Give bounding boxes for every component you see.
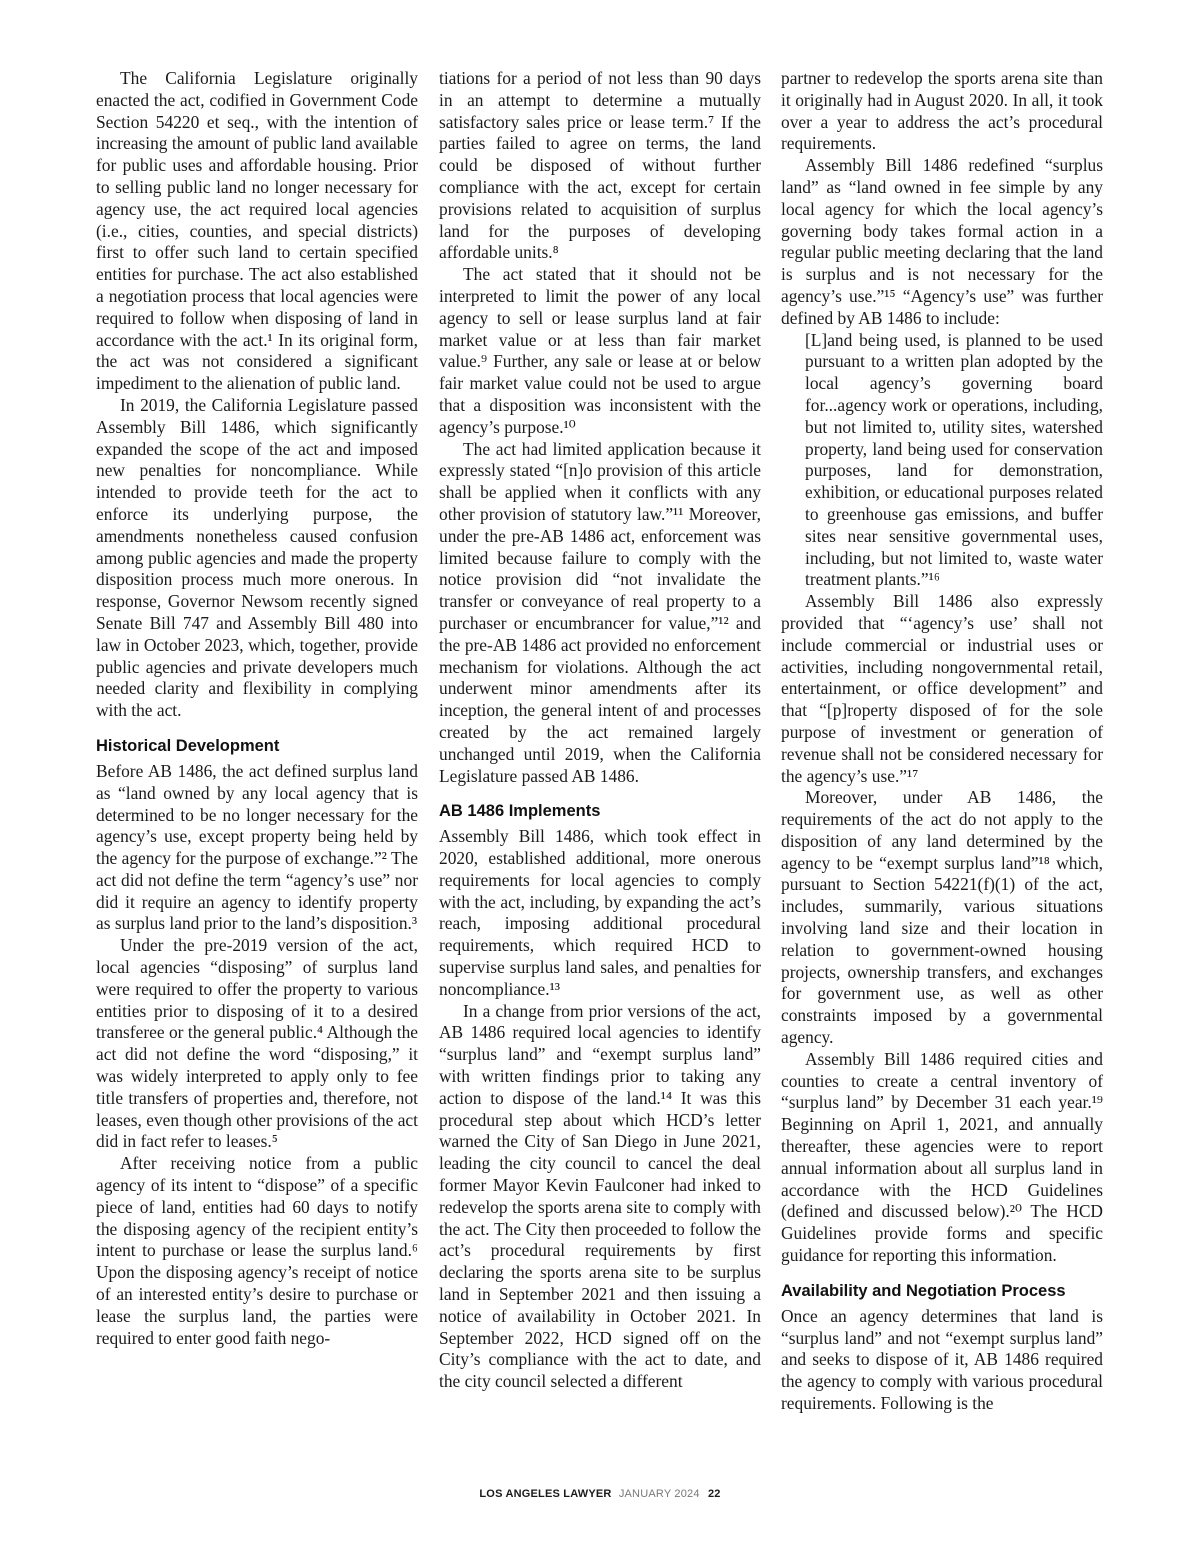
paragraph: tiations for a period of not less than 90 days in an attempt to determine a mutually satisfactory sales price or lease term.⁷ If the parties failed to agree on terms, the land could be disposed of without further compliance with the act, except for certain provisions related to acquisition of surplus land for the purposes of developing affordable units.⁸ [439,68,761,263]
column-1 [96,68,418,1349]
section-heading: AB 1486 Implements [439,802,601,821]
paragraph: Moreover, under AB 1486, the requirements of the act do not apply to the disposition of any land determined by the agency to be “exempt surplus land”¹⁸ which, pursuant to Section 54221(f)(1) of the act, includes, summarily, various situations involving land size and their location in relation to government-owned housing projects, ownership transfers, and exchanges for government use, as well as other constraints imposed by a governmental agency. [781,787,1103,1048]
section-heading: Availability and Negotiation Process [781,1281,1066,1300]
block-quote: [L]and being used, is planned to be used pursuant to a written plan adopted by the local agency’s governing board for...agency work or operations, including, but not limited to, utility sites, watershed property, land being used for conservation purposes, land for demonstration, exhibition, or educational purposes related to greenhouse gas emissions, and buffer sites near sensitive governmental uses, including, but not limited to, waste water treatment plants.”¹⁶ [805,329,1103,590]
paragraph: In 2019, the California Legislature passed Assembly Bill 1486, which significantly expanded the scope of the act and imposed new penalties for noncompliance. While intended to provide teeth for the act to enforce its underlying purpose, the amendments nonetheless caused confusion among public agencies and made the property disposition process much more onerous. In response, Governor Newsom recently signed Senate Bill 747 and Assembly Bill 480 into law in October 2023, which, together, provide public agencies and private developers much needed clarity and flexibility in complying with the act. [96,394,418,721]
paragraph: Under the pre-2019 version of the act, local agencies “disposing” of surplus land were required to offer the property to various entities prior to disposing of it to a desired transferee or the general public.⁴ Although the act did not define the word “disposing,” it was widely interpreted to apply only to fee title transfers of properties and, therefore, not leases, even though other provisions of the act did in fact refer to leases.⁵ [96,935,418,1152]
paragraph: In a change from prior versions of the act, AB 1486 required local agencies to identify “surplus land” and “exempt surplus land” with written findings prior to taking any action to dispose of the land.¹⁴ It was this procedural step about which HCD’s letter warned the City of San Diego in June 2021, leading the city council to cancel the deal former Mayor Kevin Faulconer had inked to redevelop the sports arena site to comply with the act. The City then proceeded to follow the act’s procedural requirements by first declaring the sports arena site to be surplus land in September 2021 and then issuing a notice of availability in October 2021. In September 2022, HCD signed off on the City’s compliance with the act to date, and the city council selected a different [439,1000,761,1392]
paragraph: The act had limited application because it expressly stated “[n]o provision of this article shall be applied when it conflicts with any other provision of statutory law.”¹¹ Moreover, under the pre-AB 1486 act, enforcement was limited because failure to comply with the notice provision did “not invalidate the transfer or conveyance of real property to a purchaser or encumbrancer for value,”¹² and the pre-AB 1486 act provided no enforcement mechanism for violations. Although the act underwent minor amendments after its inception, the general intent of and processes created by the act remained largely unchanged until 2019, when the California Legislature passed AB 1486. [439,438,761,786]
column-2 [439,68,761,1393]
paragraph: The California Legislature originally enacted the act, codified in Government Code Section 54220 et seq., with the intention of increasing the amount of public land available for public uses and affordable housing. Prior to selling public land no longer necessary for agency use, the act required local agencies (i.e., cities, counties, and special districts) first to offer such land to certain specified entities for purchase. The act also established a negotiation process that local agencies were required to follow when disposing of land in accordance with the act.¹ In its original form, the act was not considered a significant impediment to the alienation of public land. [96,68,418,394]
column-3 [781,68,1103,1415]
paragraph: Assembly Bill 1486 also expressly provided that “‘agency’s use’ shall not include commercial or industrial uses or activities, including nongovernmental retail, entertainment, or office development” and that “[p]roperty disposed of for the sole purpose of investment or generation of revenue shall not be considered necessary for the agency’s use.”¹⁷ [781,591,1103,786]
page-number: 22 [707,1488,721,1500]
paragraph: After receiving notice from a public agency of its intent to “dispose” of a specific piece of land, entities had 60 days to notify the disposing agency of the recipient entity’s intent to purchase or lease the surplus land.⁶ Upon the disposing agency’s receipt of notice of an interested entity’s desire to purchase or lease the surplus land, the parties were required to enter good faith nego- [96,1153,418,1348]
section-heading: Historical Development [96,736,280,755]
paragraph: Assembly Bill 1486, which took effect in 2020, established additional, more onerous requirements for local agencies to comply with the act, including, by expanding the act’s reach, imposing additional procedural requirements, which required HCD to supervise surplus land sales, and penalties for noncompliance.¹³ [439,826,761,999]
issue-date: JANUARY 2024 [618,1488,700,1500]
paragraph: Assembly Bill 1486 redefined “surplus land” as “land owned in fee simple by any local agency for which the local agency’s governing body takes formal action in a regular public meeting declaring that the land is surplus and is not necessary for the agency’s use.”¹⁵ “Agency’s use” was further defined by AB 1486 to include: [781,155,1103,328]
publication-name: LOS ANGELES LAWYER [479,1488,612,1500]
paragraph: Once an agency determines that land is “surplus land” and not “exempt surplus land” and seeks to dispose of it, AB 1486 required the agency to comply with various procedural requirements. Following is the [781,1305,1103,1414]
paragraph: Assembly Bill 1486 required cities and counties to create a central inventory of “surplus land” by December 31 each year.¹⁹ Beginning on April 1, 2021, and annually thereafter, these agencies were to report annual information about all surplus land in accordance with the HCD Guidelines (defined and discussed below).²⁰ The HCD Guidelines provide forms and specific guidance for reporting this information. [781,1048,1103,1266]
paragraph: partner to redevelop the sports arena site than it originally had in August 2020. In all, it took over a year to address the act’s procedural requirements. [781,68,1103,154]
paragraph: The act stated that it should not be interpreted to limit the power of any local agency to sell or lease surplus land at fair market value or at less than fair market value.⁹ Further, any sale or lease at or below fair market value could not be used to argue that a disposition was inconsistent with the agency’s purpose.¹⁰ [439,264,761,437]
page-footer [0,1488,1200,1500]
paragraph: Before AB 1486, the act defined surplus land as “land owned by any local agency that is determined to be no longer necessary for the agency’s use, except property being held by the agency for the purpose of exchange.”² The act did not define the term “agency’s use” nor did it require an agency to identify property as surplus land prior to the land’s disposition.³ [96,760,418,934]
